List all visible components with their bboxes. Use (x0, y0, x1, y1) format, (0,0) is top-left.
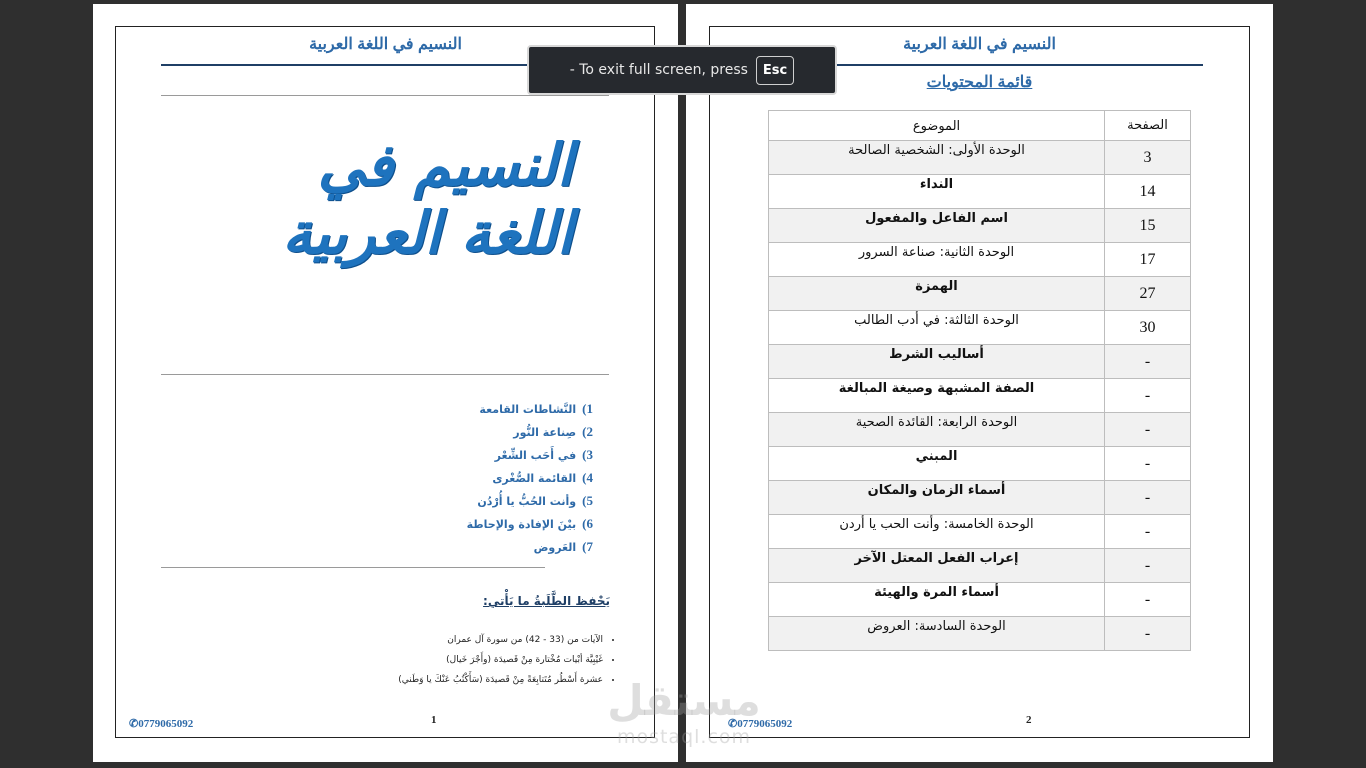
unit-item: 1)النَّشاطات القامعة (479, 401, 593, 416)
toc-page-cell: - (1105, 617, 1191, 651)
page-number: 1 (431, 714, 437, 726)
toc-row (769, 243, 1191, 277)
toc-topic-cell: إعراب الفعل المعتل الآخر (769, 549, 1105, 583)
toc-topic-cell: أسماء المرة والهيئة (769, 583, 1105, 617)
toc-topic-cell: الوحدة الأولى: الشخصية الصالحة (769, 141, 1105, 175)
toc-row (769, 311, 1191, 345)
toc-topic-cell: الصفة المشبهة وصيغة المبالغة (769, 379, 1105, 413)
toc-page-cell: - (1105, 345, 1191, 379)
unit-item: 2)صِناعة النُّور (513, 424, 593, 439)
toc-page-cell: - (1105, 583, 1191, 617)
page-number: 2 (1026, 714, 1032, 726)
toc-topic-cell: النداء (769, 175, 1105, 209)
memorization-list (333, 630, 615, 690)
memorization-item: • غَيْبِيَّة أبْيات مُخْتارة مِنْ قَصيدَة (وأَجْرَ خَيال) (333, 650, 603, 670)
unit-item: 3)في أَحَب الشِّعْر (494, 447, 593, 462)
toc-row (769, 209, 1191, 243)
toc-row (769, 413, 1191, 447)
fullscreen-message: - To exit full screen, press (569, 62, 748, 78)
toc-page-cell: - (1105, 481, 1191, 515)
unit-item: 6)بيْنَ الإفادة والإحاطة (466, 516, 593, 531)
page-header: النسيم في اللغة العربية (309, 36, 462, 53)
toc-row (769, 175, 1191, 209)
toc-row (769, 583, 1191, 617)
divider (161, 374, 609, 375)
toc-page-cell: 3 (1105, 141, 1191, 175)
document-page-1 (93, 4, 678, 762)
toc-row (769, 549, 1191, 583)
toc-row (769, 447, 1191, 481)
fullscreen-exit-notification (527, 45, 837, 95)
book-title-artwork: النسيم في اللغة العربية (282, 131, 573, 267)
divider (161, 95, 609, 96)
watermark-latin: mostaql.com (616, 726, 752, 748)
unit-item: 5)وأنت الحُبُّ يا أُرْدُن (477, 493, 593, 508)
toc-page-cell: - (1105, 447, 1191, 481)
esc-key-badge: Esc (756, 56, 794, 85)
toc-row (769, 379, 1191, 413)
phone-number: ✆0779065092 (728, 718, 793, 730)
toc-topic-cell: الهمزة (769, 277, 1105, 311)
toc-row (769, 277, 1191, 311)
toc-row (769, 515, 1191, 549)
toc-page-cell: 30 (1105, 311, 1191, 345)
toc-topic-cell: أساليب الشرط (769, 345, 1105, 379)
document-page-2 (686, 4, 1273, 762)
toc-header-row (769, 111, 1191, 141)
toc-page-cell: - (1105, 379, 1191, 413)
col-header-topic: الموضوع (769, 111, 1105, 141)
toc-page-cell: - (1105, 549, 1191, 583)
unit-item: 7)العَروض (533, 539, 593, 554)
unit-item: 4)القائمة الصُّغْرى (492, 470, 593, 485)
toc-topic-cell: الوحدة الثالثة: في أدب الطالب (769, 311, 1105, 345)
memorization-item: • الآيات من (33 - 42) من سورة آل عمران (333, 630, 603, 650)
toc-row (769, 141, 1191, 175)
toc-table (768, 110, 1191, 651)
toc-page-cell: - (1105, 515, 1191, 549)
toc-row (769, 345, 1191, 379)
toc-topic-cell: الوحدة الخامسة: وأنت الحب يا أردن (769, 515, 1105, 549)
toc-topic-cell: الوحدة الثانية: صناعة السرور (769, 243, 1105, 277)
toc-title: قائمة المحتويات (926, 74, 1033, 91)
page-header: النسيم في اللغة العربية (903, 36, 1056, 53)
toc-topic-cell: أسماء الزمان والمكان (769, 481, 1105, 515)
toc-page-cell: 17 (1105, 243, 1191, 277)
divider (161, 567, 545, 568)
units-list (393, 399, 593, 560)
toc-row (769, 617, 1191, 651)
toc-page-cell: 27 (1105, 277, 1191, 311)
toc-topic-cell: الوحدة السادسة: العروض (769, 617, 1105, 651)
memorization-item: • عشرة أَسْطُر مُتَتابِعَةً مِنْ قَصيدَة (سَأَكْتُبُ عَنْكَ يا وَطَني) (333, 670, 603, 690)
toc-topic-cell: المبني (769, 447, 1105, 481)
memorization-heading: يَحْفظ الطَّلَبةُ ما يَأْتي: (483, 594, 610, 608)
mostaql-watermark (598, 676, 770, 748)
toc-row (769, 481, 1191, 515)
toc-page-cell: 14 (1105, 175, 1191, 209)
phone-number: ✆0779065092 (129, 718, 194, 730)
toc-topic-cell: الوحدة الرابعة: القائدة الصحية (769, 413, 1105, 447)
toc-page-cell: - (1105, 413, 1191, 447)
watermark-arabic: مستقل (607, 676, 761, 725)
toc-topic-cell: اسم الفاعل والمفعول (769, 209, 1105, 243)
toc-page-cell: 15 (1105, 209, 1191, 243)
col-header-page: الصفحة (1105, 111, 1191, 141)
